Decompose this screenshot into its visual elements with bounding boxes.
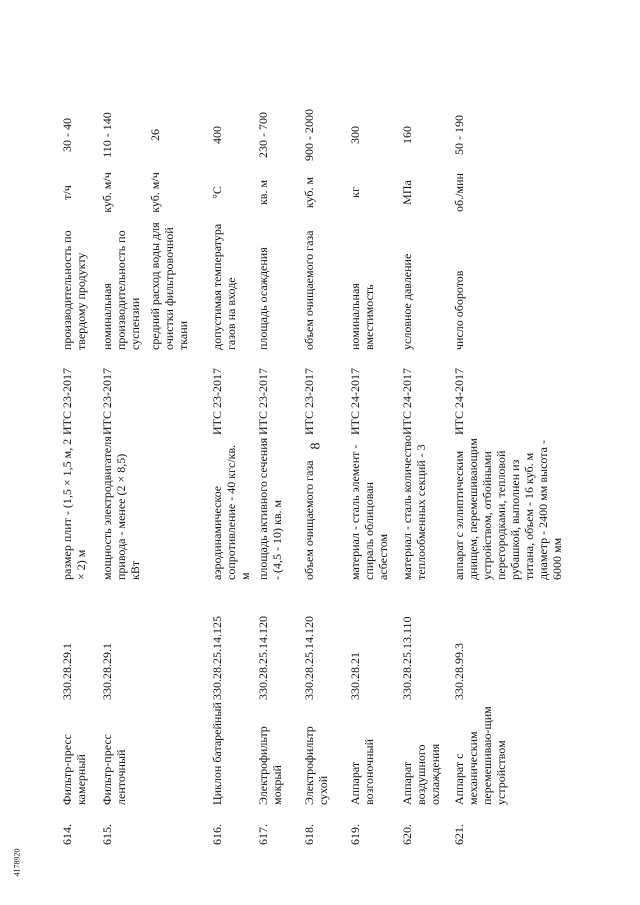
its-reference: ИТС 23-2017 <box>60 368 74 435</box>
unit: кг <box>348 187 362 198</box>
its-reference: ИТС 23-2017 <box>100 368 114 435</box>
value: 160 <box>400 126 414 144</box>
okpd-code: 330.28.25.14.125 <box>210 616 224 700</box>
page-number: 8 <box>308 442 324 450</box>
indicator: производительность по твердому продукту <box>60 230 88 350</box>
equipment-name: Электрофильтр сухой <box>302 726 330 805</box>
value: 900 - 2000 <box>302 109 316 161</box>
unit: куб. м/ч <box>148 172 162 213</box>
indicator: число оборотов <box>452 270 466 350</box>
indicator: допустимая температура газов на входе <box>210 223 238 350</box>
unit: куб. м/ч <box>100 172 114 213</box>
value: 300 <box>348 126 362 144</box>
equipment-name: Фильтр-пресс камерный <box>60 734 88 805</box>
okpd-code: 330.28.29.1 <box>100 643 114 700</box>
table-row <box>60 45 100 845</box>
its-reference: ИТС 23-2017 <box>302 368 316 435</box>
indicator: средний расход воды для очистки фильтровочной ткани <box>148 222 190 350</box>
indicator: объем очищаемого газа <box>302 230 316 350</box>
indicator: номинальная вместимость <box>348 283 376 350</box>
table-row <box>400 45 452 845</box>
value: 110 - 140 <box>100 112 114 158</box>
unit: МПа <box>400 180 414 205</box>
characteristics: материал - сталь количество теплообменных секций - 3 <box>400 435 428 580</box>
table-row <box>210 45 256 845</box>
okpd-code: 330.28.21 <box>348 652 362 700</box>
table-row <box>302 45 348 845</box>
unit: т/ч <box>60 185 74 200</box>
table-row <box>348 45 400 845</box>
unit: °С <box>210 186 224 199</box>
value: 230 - 700 <box>256 112 270 158</box>
okpd-code: 330.28.99.3 <box>452 643 466 700</box>
table-row <box>100 45 148 845</box>
row-number: 621. <box>452 824 466 845</box>
okpd-code: 330.28.25.14.120 <box>302 616 316 700</box>
characteristics: площадь активного сечения - (4,5 - 10) кв. м <box>256 437 284 580</box>
unit: куб. м <box>302 176 316 209</box>
table-row <box>452 45 564 845</box>
unit: кв. м <box>256 179 270 206</box>
equipment-name: Аппарат воздушного охлаждения <box>400 743 442 805</box>
row-number: 620. <box>400 824 414 845</box>
characteristics: мощность электродвигателя привода - менее (2 × 8,5) кВт <box>100 436 142 580</box>
equipment-name: Аппарат возгоночный <box>348 739 376 805</box>
row-number: 616. <box>210 824 224 845</box>
characteristics: аэродинамическое сопротивление - 40 кгс/кв. м <box>210 444 252 580</box>
characteristics: материал - сталь элемент - спираль облицован асбестом <box>348 444 390 580</box>
row-number: 614. <box>60 824 74 845</box>
value: 400 <box>210 126 224 144</box>
equipment-name: Электрофильтр мокрый <box>256 726 284 805</box>
equipment-name: Фильтр-пресс ленточный <box>100 734 128 805</box>
its-reference: ИТС 23-2017 <box>256 368 270 435</box>
equipment-table <box>60 45 564 845</box>
okpd-code: 330.28.25.13.110 <box>400 616 414 700</box>
its-reference: ИТС 24-2017 <box>348 368 362 435</box>
its-reference: ИТС 24-2017 <box>400 368 414 435</box>
characteristics: аппарат с эллиптическим днищем, перемешивающим устройством, отбойными перегородками, тепловой рубашкой, выполнен из титана, объем - 16 куб. м диаметр - 2400 мм высота - 6000 мм <box>452 438 564 580</box>
row-number: 618. <box>302 824 316 845</box>
value: 30 - 40 <box>60 118 74 152</box>
table-row <box>256 45 302 845</box>
its-reference: ИТС 24-2017 <box>452 368 466 435</box>
indicator: площадь осаждения <box>256 247 270 350</box>
its-reference: ИТС 23-2017 <box>210 368 224 435</box>
unit: об./мин <box>452 173 466 212</box>
document-code: 4178920 <box>12 848 22 877</box>
characteristics: размер плит - (1,5 × 1,5 м, 2 × 2) м <box>60 438 88 580</box>
okpd-code: 330.28.29.1 <box>60 643 74 700</box>
equipment-name: Аппарат с механическим перемешиваю-щим устройством <box>452 706 508 805</box>
table-row <box>148 45 210 845</box>
row-number: 619. <box>348 824 362 845</box>
row-number: 617. <box>256 824 270 845</box>
value: 26 <box>148 129 162 141</box>
indicator: условное давление <box>400 253 414 350</box>
okpd-code: 330.28.25.14.120 <box>256 616 270 700</box>
value: 50 - 190 <box>452 115 466 155</box>
characteristics: объем очищаемого газа <box>302 460 316 580</box>
equipment-name: Циклон батарейный <box>210 702 224 805</box>
indicator: номинальная производительность по суспензии <box>100 230 142 350</box>
row-number: 615. <box>100 824 114 845</box>
